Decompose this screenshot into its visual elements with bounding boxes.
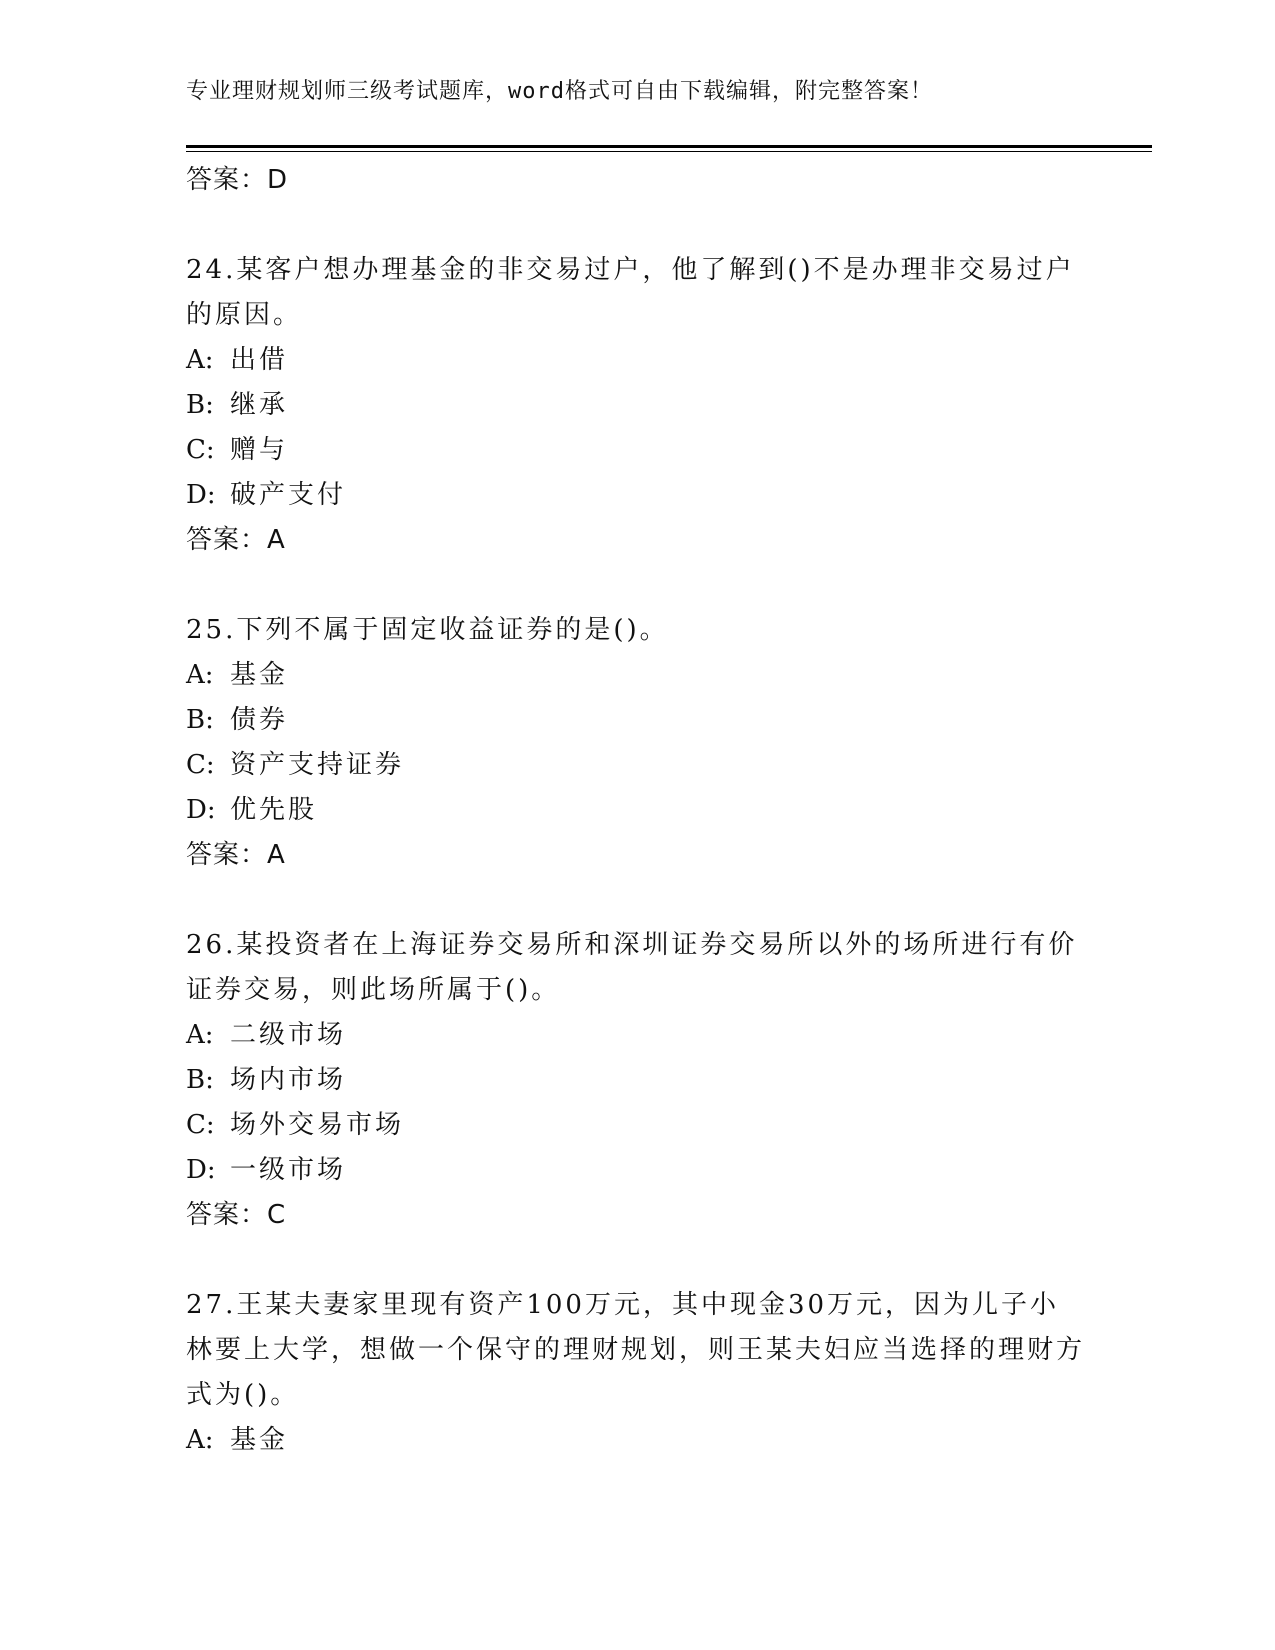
option-text: 资产支持证券 [230, 750, 405, 780]
question-25 [186, 608, 1086, 878]
option-text: 场外交易市场 [230, 1110, 405, 1140]
option-letter: C: [186, 750, 215, 780]
question-text: 25.下列不属于固定收益证券的是()。 [186, 615, 669, 645]
option-c [186, 1103, 1086, 1148]
question-26 [186, 923, 1086, 1238]
option-letter: C: [186, 1110, 215, 1140]
option-a [186, 653, 1086, 698]
option-letter: B: [186, 390, 214, 420]
header-rule-thin [186, 151, 1152, 152]
question-text: 24.某客户想办理基金的非交易过户，他了解到()不是办理非交易过户的原因。 [186, 255, 1075, 330]
question-27 [186, 1283, 1086, 1463]
option-letter: A: [186, 1425, 214, 1455]
option-a [186, 1418, 1086, 1463]
option-text: 债券 [230, 705, 289, 735]
page-header: 专业理财规划师三级考试题库，word格式可自由下载编辑，附完整答案！ [186, 79, 933, 104]
option-letter: A: [186, 345, 214, 375]
option-text: 一级市场 [230, 1155, 347, 1185]
question-text: 27.王某夫妻家里现有资产100万元，其中现金30万元，因为儿子小林要上大学，想做一个保守的理财规划，则王某夫妇应当选择的理财方式为()。 [186, 1290, 1086, 1410]
document-body [186, 158, 1086, 1463]
option-letter: D: [186, 480, 216, 510]
question-text: 26.某投资者在上海证券交易所和深圳证券交易所以外的场所进行有价证券交易，则此场所属于()。 [186, 930, 1078, 1005]
option-c [186, 743, 1086, 788]
option-letter: A: [186, 1020, 214, 1050]
option-d [186, 788, 1086, 833]
option-text: 场内市场 [230, 1065, 347, 1095]
option-text: 出借 [230, 345, 289, 375]
option-text: 继承 [230, 390, 289, 420]
option-a [186, 338, 1086, 383]
answer-line: 答案：A [186, 525, 286, 555]
header-rule-thick [186, 145, 1152, 148]
option-text: 破产支付 [230, 480, 347, 510]
option-b [186, 1058, 1086, 1103]
option-text: 二级市场 [230, 1020, 347, 1050]
option-letter: C: [186, 435, 215, 465]
previous-answer: 答案：D [186, 165, 289, 195]
option-letter: B: [186, 705, 214, 735]
answer-line: 答案：C [186, 1200, 287, 1230]
option-letter: D: [186, 1155, 216, 1185]
option-text: 基金 [230, 1425, 289, 1455]
option-text: 优先股 [230, 795, 318, 825]
option-text: 基金 [230, 660, 289, 690]
option-c [186, 428, 1086, 473]
answer-line: 答案：A [186, 840, 286, 870]
option-b [186, 698, 1086, 743]
option-a [186, 1013, 1086, 1058]
question-24 [186, 248, 1086, 563]
option-text: 赠与 [230, 435, 289, 465]
option-letter: B: [186, 1065, 214, 1095]
option-b [186, 383, 1086, 428]
option-letter: A: [186, 660, 214, 690]
option-d [186, 1148, 1086, 1193]
option-d [186, 473, 1086, 518]
option-letter: D: [186, 795, 216, 825]
